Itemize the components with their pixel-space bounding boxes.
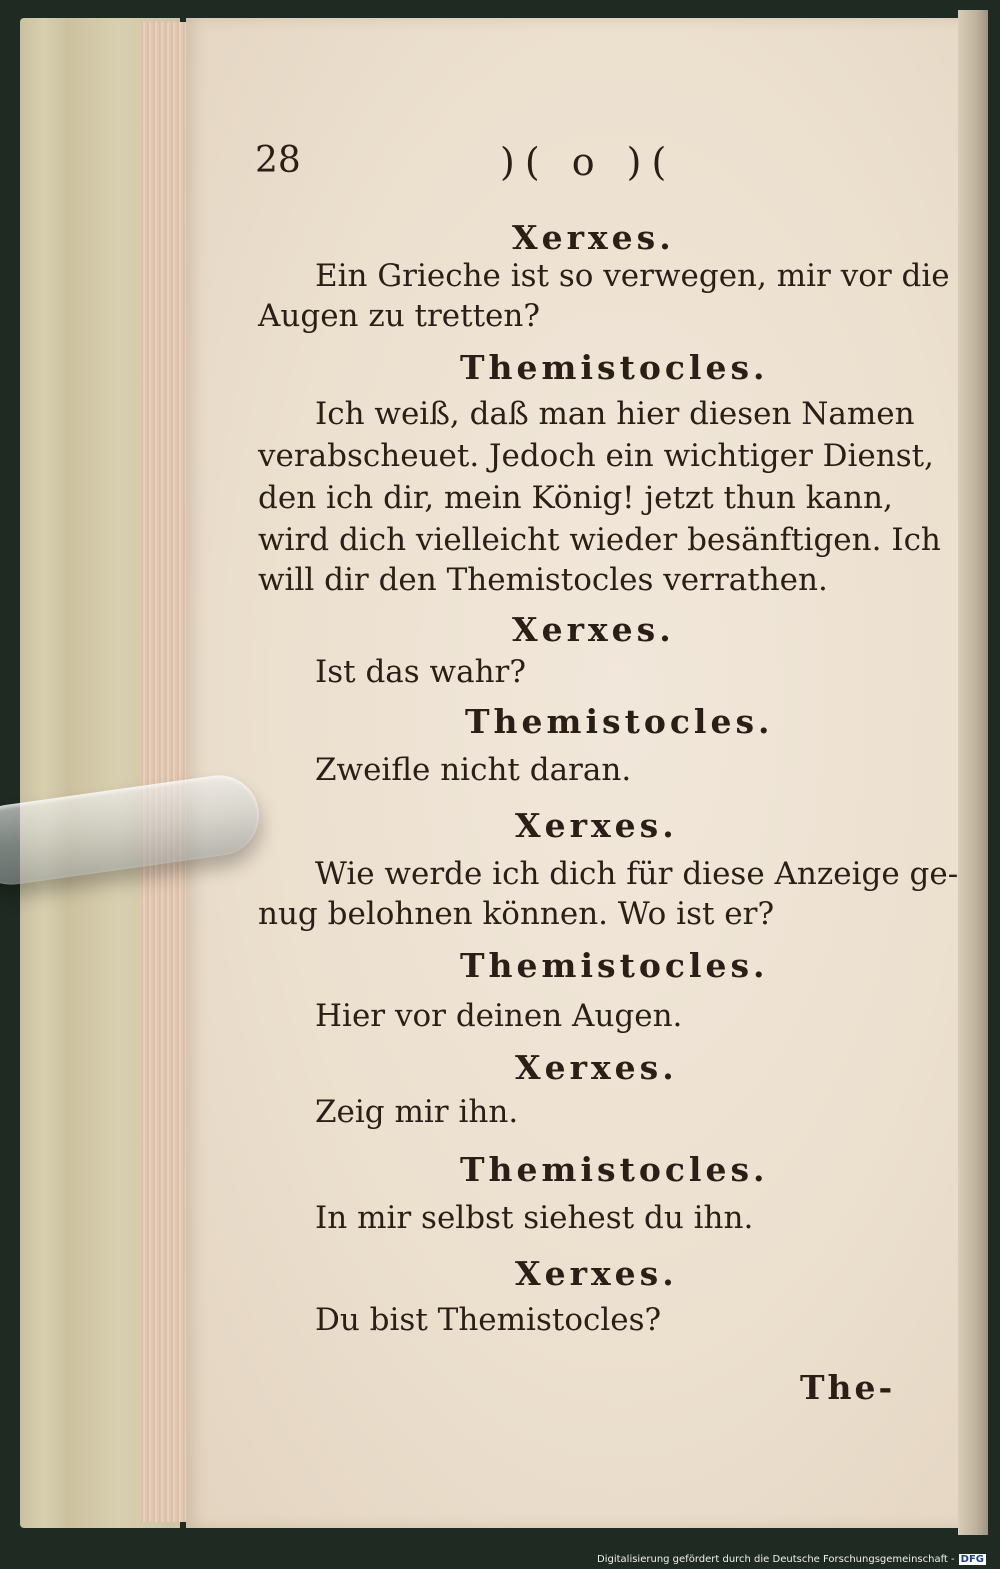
dialogue-line: Du bist Themistocles? <box>315 1302 662 1338</box>
speaker-name: Themistocles. <box>465 702 774 741</box>
dialogue-line: Wie werde ich dich für diese Anzeige ge- <box>315 856 959 892</box>
header-ornament: )( o )( <box>500 140 677 184</box>
dialogue-line: Zeig mir ihn. <box>315 1094 519 1130</box>
speaker-name: Xerxes. <box>512 218 675 257</box>
speaker-name: Themistocles. <box>460 1150 769 1189</box>
speaker-name: Themistocles. <box>460 348 769 387</box>
funding-credit <box>597 1554 986 1565</box>
catchword: The- <box>800 1368 896 1407</box>
dialogue-line: nug belohnen können. Wo ist er? <box>258 896 775 932</box>
dfg-logo: DFG <box>960 1554 984 1565</box>
dialogue-line: Augen zu tretten? <box>258 298 540 334</box>
dialogue-line: Ein Grieche ist so verwegen, mir vor die <box>315 258 950 294</box>
speaker-name: Xerxes. <box>515 1048 678 1087</box>
speaker-name: Themistocles. <box>460 946 769 985</box>
dialogue-line: verabscheuet. Jedoch ein wichtiger Dienst, <box>258 438 934 474</box>
speaker-name: Xerxes. <box>515 1254 678 1293</box>
dialogue-line: In mir selbst siehest du ihn. <box>315 1200 754 1236</box>
dialogue-line: Hier vor deinen Augen. <box>315 998 683 1034</box>
dialogue-line: Zweifle nicht daran. <box>315 752 632 788</box>
dialogue-line: Ich weiß, daß man hier diesen Namen <box>315 396 915 432</box>
speaker-name: Xerxes. <box>515 806 678 845</box>
dialogue-line: will dir den Themistocles verrathen. <box>258 562 828 598</box>
speaker-name: Xerxes. <box>512 610 675 649</box>
dialogue-line: wird dich vielleicht wieder besänftigen. Ich <box>258 522 941 558</box>
page-number: 28 <box>255 140 301 181</box>
dialogue-line: Ist das wahr? <box>315 654 526 690</box>
dialogue-line: den ich dir, mein König! jetzt thun kann, <box>258 480 893 516</box>
funding-credit-text: Digitalisierung gefördert durch die Deutsche Forschungsgemeinschaft - <box>597 1554 955 1565</box>
